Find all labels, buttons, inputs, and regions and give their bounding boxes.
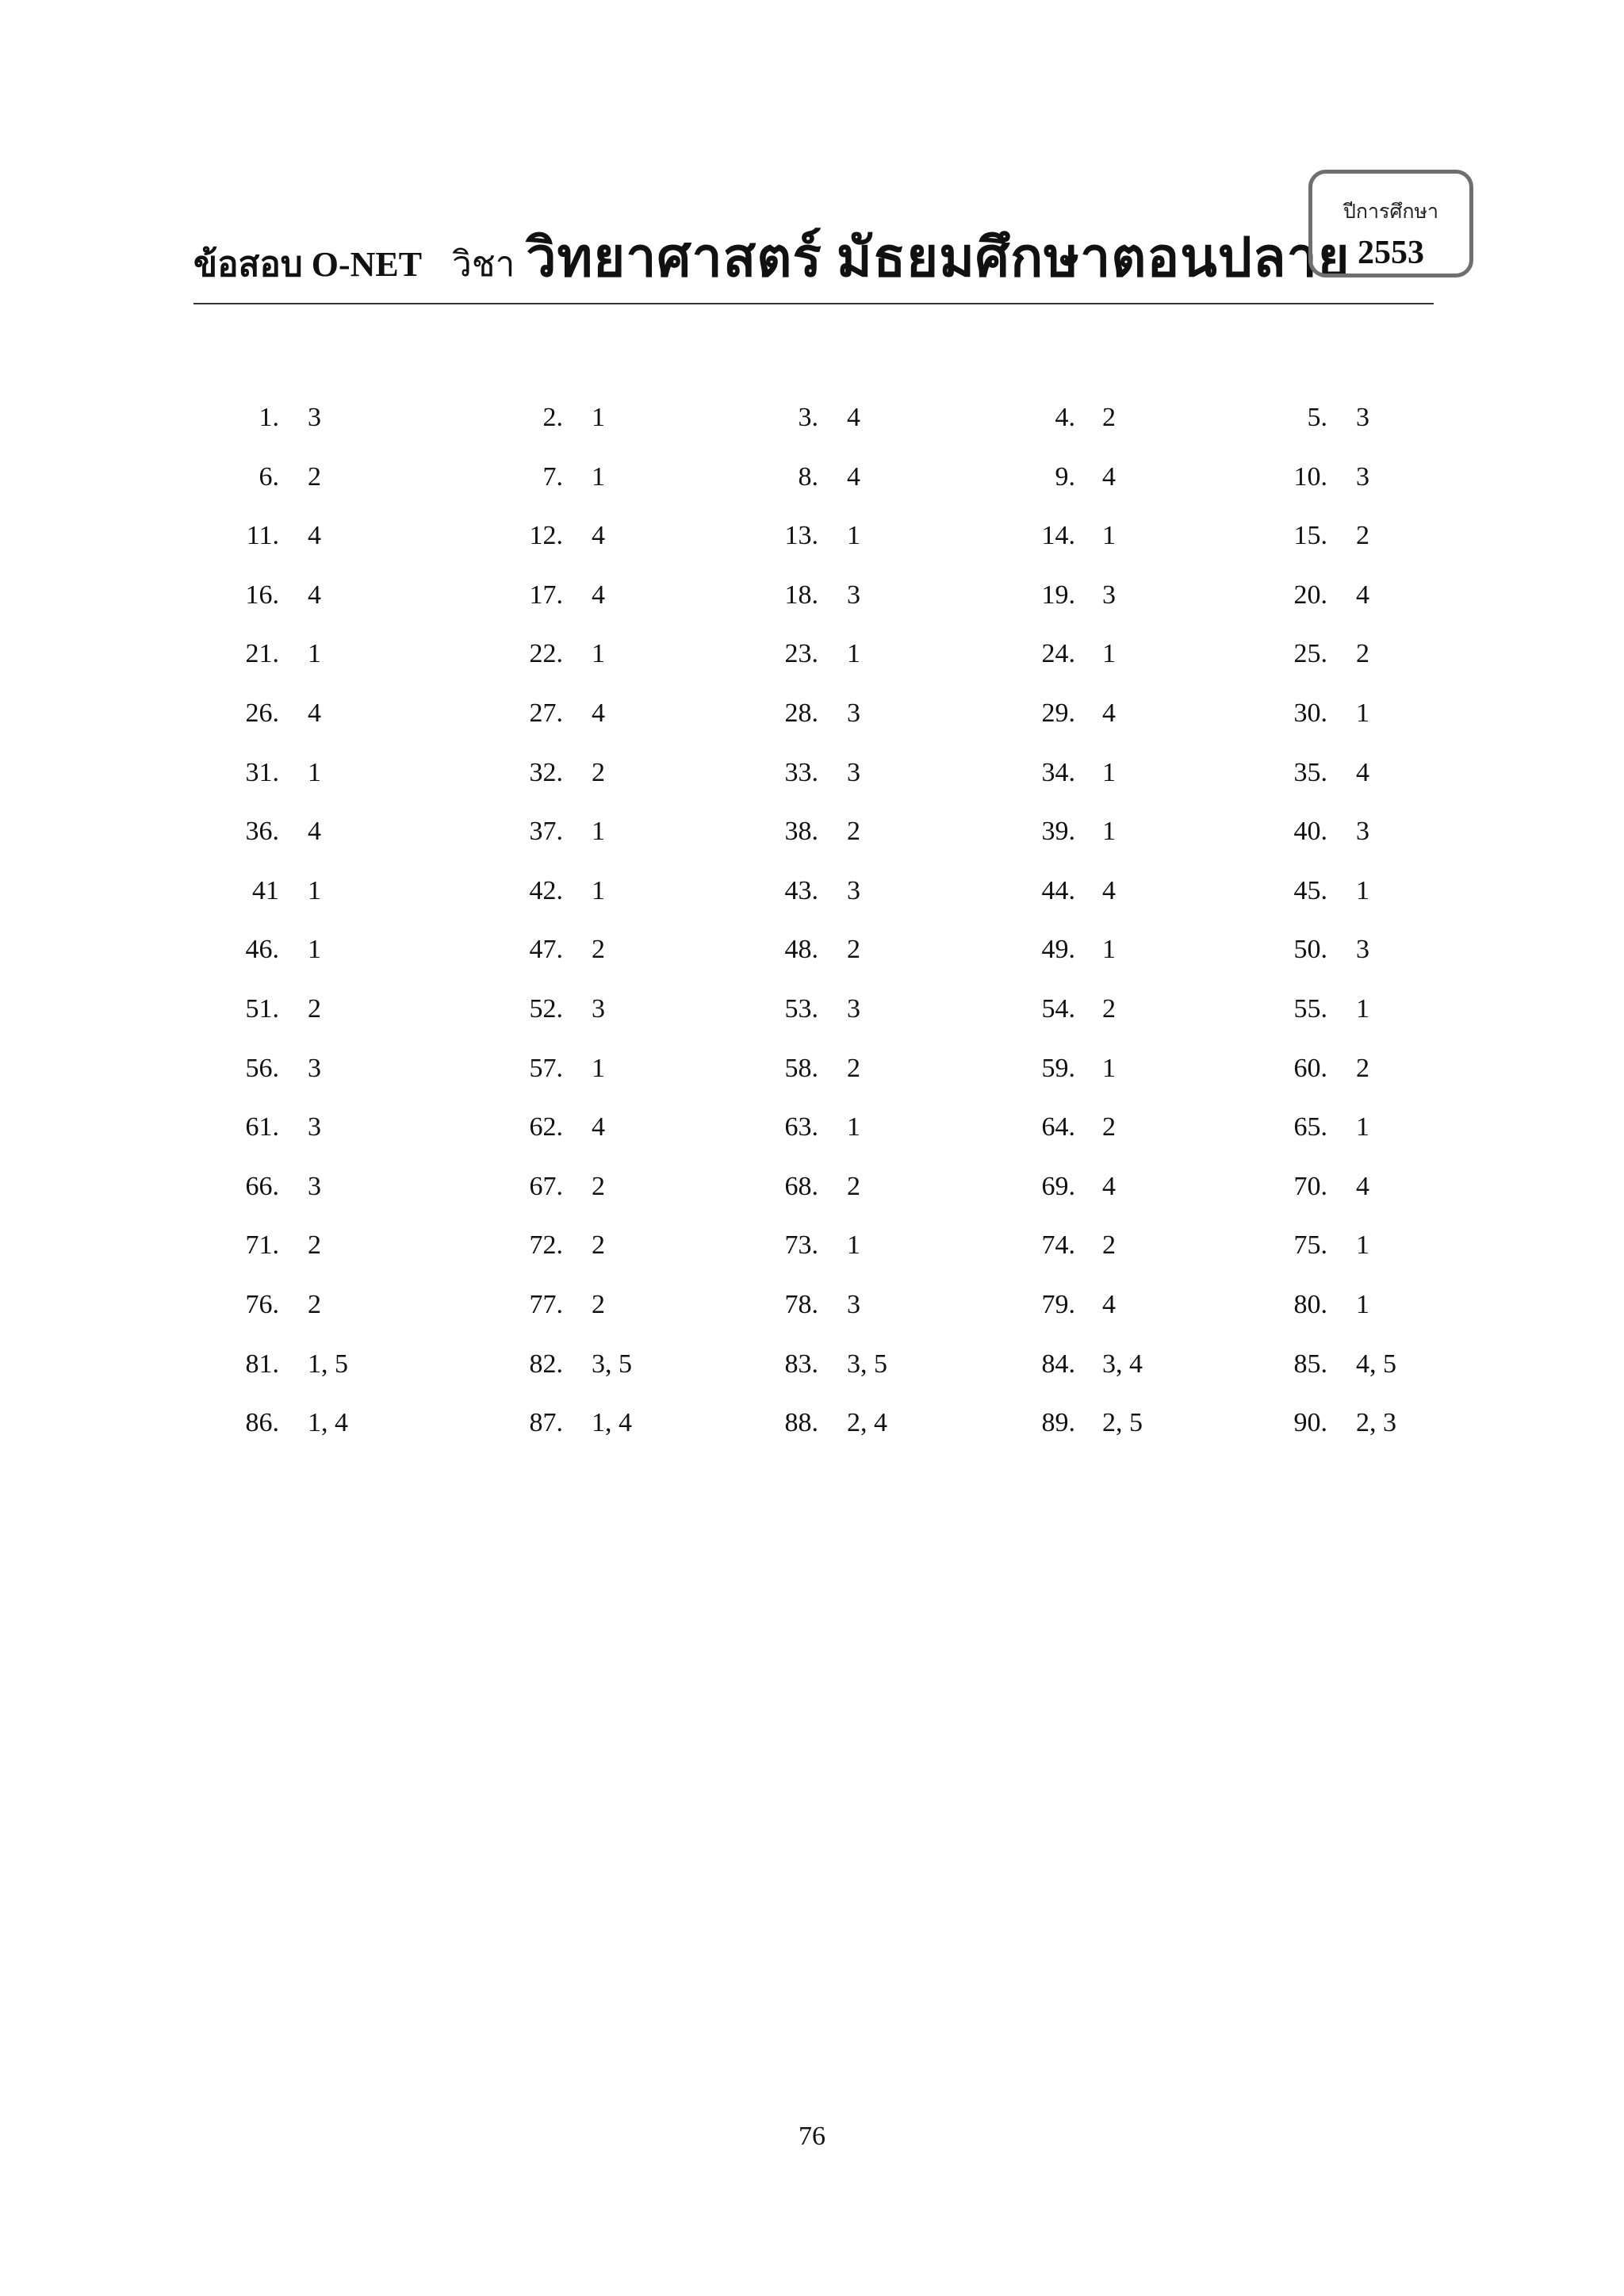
answer-item — [0, 1345, 1624, 1384]
answer-item — [0, 1167, 1624, 1207]
question-number: 8. — [798, 461, 818, 492]
page-title: วิทยาศาสตร์ มัธยมศึกษาตอนปลาย — [526, 228, 1350, 288]
answer-item — [0, 694, 1624, 733]
answer-choice: 4 — [1356, 1171, 1369, 1201]
question-number: 70. — [1293, 1171, 1327, 1201]
answer-choice: 1 — [1356, 1290, 1369, 1319]
question-number: 43. — [784, 875, 818, 905]
answer-choice: 1 — [1102, 757, 1116, 787]
answer-choice: 1 — [1356, 875, 1369, 905]
answer-choice: 2 — [1356, 639, 1369, 669]
answer-choice: 2 — [592, 1290, 605, 1319]
academic-year-value: 2553 — [1358, 235, 1424, 271]
question-number: 26. — [245, 698, 279, 728]
answer-choice: 2 — [1356, 521, 1369, 551]
question-number: 52. — [529, 994, 563, 1024]
answer-item — [0, 1226, 1624, 1265]
question-number: 41 — [252, 875, 279, 905]
answer-choice: 4 — [592, 1112, 605, 1142]
answer-choice: 3 — [847, 580, 860, 610]
answer-item — [0, 753, 1624, 793]
answer-choice: 1 — [1102, 817, 1116, 847]
answer-choice: 4 — [1102, 1290, 1116, 1319]
question-number: 74. — [1041, 1230, 1075, 1261]
question-number: 17. — [529, 580, 563, 610]
answer-item — [0, 812, 1624, 851]
question-number: 78. — [784, 1290, 818, 1319]
question-number: 81. — [245, 1349, 279, 1379]
question-number: 3. — [798, 403, 818, 432]
answer-choice: 2, 3 — [1356, 1408, 1396, 1438]
answer-item — [0, 1049, 1624, 1089]
question-number: 44. — [1041, 875, 1075, 905]
question-number: 47. — [529, 935, 563, 965]
answer-choice: 3 — [847, 875, 860, 905]
answer-choice: 4 — [592, 580, 605, 610]
answer-choice: 3, 5 — [592, 1349, 632, 1379]
answer-choice: 4 — [847, 461, 860, 492]
question-number: 39. — [1041, 817, 1075, 847]
answer-choice: 2 — [847, 1053, 860, 1083]
question-number: 65. — [1293, 1112, 1327, 1142]
question-number: 31. — [245, 757, 279, 787]
answer-choice: 1 — [592, 639, 605, 669]
answer-choice: 3 — [1356, 403, 1369, 432]
answer-choice: 1 — [1102, 935, 1116, 965]
answer-choice: 1 — [308, 875, 321, 905]
answer-choice: 2 — [592, 935, 605, 965]
question-number: 68. — [784, 1171, 818, 1201]
question-number: 19. — [1041, 580, 1075, 610]
answer-choice: 1, 4 — [592, 1408, 632, 1438]
answer-choice: 3 — [308, 1053, 321, 1083]
answer-choice: 3 — [1356, 935, 1369, 965]
question-number: 30. — [1293, 698, 1327, 728]
question-number: 58. — [784, 1053, 818, 1083]
question-number: 27. — [529, 698, 563, 728]
answer-choice: 3 — [847, 698, 860, 728]
question-number: 10. — [1293, 461, 1327, 492]
question-number: 38. — [784, 817, 818, 847]
academic-year-box — [1308, 170, 1473, 277]
question-number: 54. — [1041, 994, 1075, 1024]
answer-item — [0, 1403, 1624, 1443]
answer-item — [0, 1285, 1624, 1325]
answer-choice: 1 — [1102, 521, 1116, 551]
answer-choice: 2 — [592, 1171, 605, 1201]
answer-choice: 2 — [308, 994, 321, 1024]
question-number: 72. — [529, 1230, 563, 1261]
question-number: 13. — [784, 521, 818, 551]
question-number: 34. — [1041, 757, 1075, 787]
question-number: 50. — [1293, 935, 1327, 965]
answer-item — [0, 457, 1624, 497]
answer-choice: 4 — [1102, 461, 1116, 492]
answer-item — [0, 634, 1624, 674]
page-number: 76 — [799, 2122, 825, 2151]
question-number: 20. — [1293, 580, 1327, 610]
answer-choice: 1 — [592, 1053, 605, 1083]
question-number: 86. — [245, 1408, 279, 1438]
answer-choice: 2 — [592, 757, 605, 787]
question-number: 66. — [245, 1171, 279, 1201]
exam-name: ข้อสอบ O-NET — [193, 245, 423, 284]
answer-choice: 4 — [308, 580, 321, 610]
answer-choice: 1 — [1356, 1112, 1369, 1142]
answer-choice: 1 — [592, 875, 605, 905]
question-number: 32. — [529, 757, 563, 787]
answer-choice: 3 — [847, 1290, 860, 1319]
answer-item — [0, 871, 1624, 911]
question-number: 90. — [1293, 1408, 1327, 1438]
answer-choice: 3 — [847, 757, 860, 787]
question-number: 60. — [1293, 1053, 1327, 1083]
answer-choice: 2 — [847, 935, 860, 965]
answer-choice: 4 — [1356, 580, 1369, 610]
question-number: 1. — [259, 403, 279, 432]
question-number: 25. — [1293, 639, 1327, 669]
question-number: 42. — [529, 875, 563, 905]
question-number: 75. — [1293, 1230, 1327, 1261]
answer-choice: 4 — [592, 698, 605, 728]
question-number: 62. — [529, 1112, 563, 1142]
answer-choice: 4 — [1102, 698, 1116, 728]
answer-choice: 1 — [308, 935, 321, 965]
question-number: 88. — [784, 1408, 818, 1438]
question-number: 64. — [1041, 1112, 1075, 1142]
answer-choice: 1, 4 — [308, 1408, 348, 1438]
answer-choice: 4 — [308, 817, 321, 847]
page-header — [193, 214, 1350, 300]
question-number: 2. — [542, 403, 563, 432]
question-number: 85. — [1293, 1349, 1327, 1379]
answer-choice: 2 — [592, 1230, 605, 1261]
question-number: 59. — [1041, 1053, 1075, 1083]
question-number: 46. — [245, 935, 279, 965]
answer-choice: 3 — [1356, 461, 1369, 492]
question-number: 9. — [1055, 461, 1075, 492]
answer-choice: 3, 5 — [847, 1349, 887, 1379]
question-number: 45. — [1293, 875, 1327, 905]
question-number: 51. — [245, 994, 279, 1024]
answer-choice: 4 — [308, 521, 321, 551]
question-number: 56. — [245, 1053, 279, 1083]
question-number: 36. — [245, 817, 279, 847]
answer-choice: 4, 5 — [1356, 1349, 1396, 1379]
answer-choice: 1 — [847, 1230, 860, 1261]
answer-choice: 3 — [308, 403, 321, 432]
answer-choice: 1, 5 — [308, 1349, 348, 1379]
question-number: 6. — [259, 461, 279, 492]
answer-item — [0, 1108, 1624, 1147]
answer-choice: 1 — [592, 461, 605, 492]
question-number: 14. — [1041, 521, 1075, 551]
answer-item — [0, 989, 1624, 1029]
answer-choice: 1 — [1102, 1053, 1116, 1083]
question-number: 24. — [1041, 639, 1075, 669]
header-divider — [193, 303, 1434, 304]
answer-choice: 1 — [1356, 994, 1369, 1024]
question-number: 18. — [784, 580, 818, 610]
question-number: 53. — [784, 994, 818, 1024]
answer-choice: 1 — [1356, 698, 1369, 728]
answer-choice: 2 — [1102, 1230, 1116, 1261]
question-number: 29. — [1041, 698, 1075, 728]
question-number: 5. — [1307, 403, 1327, 432]
answer-choice: 4 — [308, 698, 321, 728]
answer-choice: 3 — [847, 994, 860, 1024]
question-number: 84. — [1041, 1349, 1075, 1379]
answer-choice: 4 — [592, 521, 605, 551]
answer-item — [0, 576, 1624, 615]
subject-prefix: วิชา — [452, 245, 515, 284]
question-number: 76. — [245, 1290, 279, 1319]
answer-choice: 2 — [1356, 1053, 1369, 1083]
answer-choice: 2 — [308, 461, 321, 492]
answer-choice: 2 — [1102, 1112, 1116, 1142]
question-number: 21. — [245, 639, 279, 669]
question-number: 12. — [529, 521, 563, 551]
question-number: 35. — [1293, 757, 1327, 787]
answer-item — [0, 516, 1624, 556]
answer-choice: 2 — [847, 817, 860, 847]
question-number: 80. — [1293, 1290, 1327, 1319]
answer-choice: 3 — [1102, 580, 1116, 610]
answer-choice: 1 — [847, 521, 860, 551]
answer-choice: 1 — [592, 403, 605, 432]
answer-choice: 1 — [847, 639, 860, 669]
question-number: 28. — [784, 698, 818, 728]
answer-choice: 1 — [1356, 1230, 1369, 1261]
answer-choice: 3 — [308, 1171, 321, 1201]
question-number: 71. — [245, 1230, 279, 1261]
question-number: 61. — [245, 1112, 279, 1142]
answer-choice: 2 — [308, 1290, 321, 1319]
answer-choice: 2, 4 — [847, 1408, 887, 1438]
question-number: 69. — [1041, 1171, 1075, 1201]
question-number: 49. — [1041, 935, 1075, 965]
answer-choice: 1 — [308, 757, 321, 787]
question-number: 79. — [1041, 1290, 1075, 1319]
question-number: 33. — [784, 757, 818, 787]
question-number: 15. — [1293, 521, 1327, 551]
answer-choice: 1 — [847, 1112, 860, 1142]
question-number: 57. — [529, 1053, 563, 1083]
answer-choice: 4 — [1102, 1171, 1116, 1201]
answer-choice: 4 — [1356, 757, 1369, 787]
answer-choice: 3 — [592, 994, 605, 1024]
question-number: 16. — [245, 580, 279, 610]
answer-choice: 2 — [1102, 403, 1116, 432]
question-number: 4. — [1055, 403, 1075, 432]
question-number: 23. — [784, 639, 818, 669]
answer-choice: 4 — [1102, 875, 1116, 905]
question-number: 40. — [1293, 817, 1327, 847]
question-number: 37. — [529, 817, 563, 847]
answer-choice: 3 — [1356, 817, 1369, 847]
question-number: 89. — [1041, 1408, 1075, 1438]
question-number: 67. — [529, 1171, 563, 1201]
answer-item — [0, 398, 1624, 438]
answer-choice: 4 — [847, 403, 860, 432]
academic-year-label: ปีการศึกษา — [1343, 200, 1438, 223]
question-number: 22. — [529, 639, 563, 669]
answer-choice: 2 — [847, 1171, 860, 1201]
answer-choice: 1 — [592, 817, 605, 847]
answer-choice: 3, 4 — [1102, 1349, 1143, 1379]
answer-choice: 1 — [308, 639, 321, 669]
question-number: 87. — [529, 1408, 563, 1438]
question-number: 77. — [529, 1290, 563, 1319]
question-number: 83. — [784, 1349, 818, 1379]
question-number: 48. — [784, 935, 818, 965]
question-number: 63. — [784, 1112, 818, 1142]
answer-choice: 2 — [1102, 994, 1116, 1024]
question-number: 11. — [246, 521, 279, 551]
question-number: 73. — [784, 1230, 818, 1261]
question-number: 55. — [1293, 994, 1327, 1024]
answer-choice: 3 — [308, 1112, 321, 1142]
question-number: 82. — [529, 1349, 563, 1379]
question-number: 7. — [542, 461, 563, 492]
answer-choice: 1 — [1102, 639, 1116, 669]
answer-item — [0, 930, 1624, 970]
answer-choice: 2 — [308, 1230, 321, 1261]
answer-choice: 2, 5 — [1102, 1408, 1143, 1438]
